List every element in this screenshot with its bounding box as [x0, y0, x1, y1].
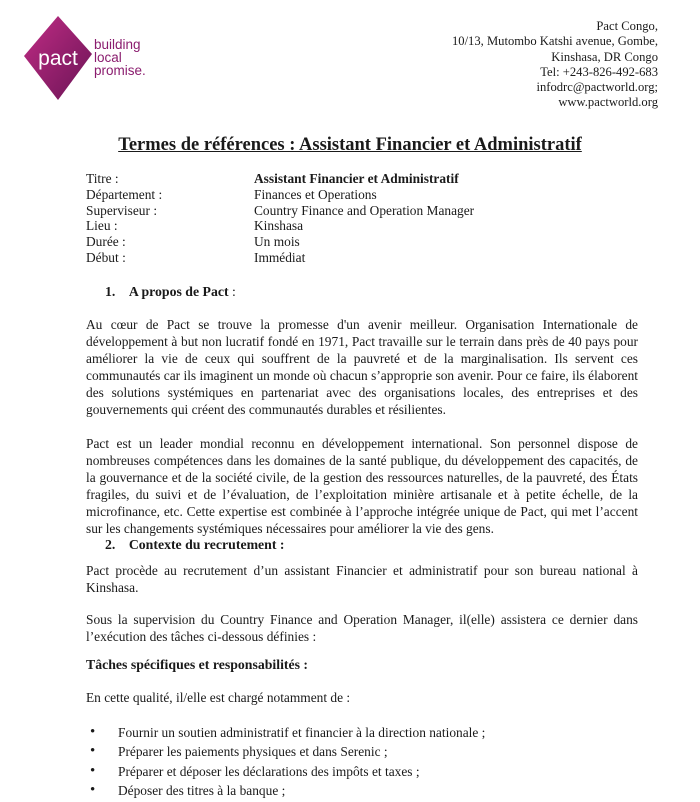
field-value: Assistant Financier et Administratif [254, 171, 459, 186]
address-website[interactable]: www.pactworld.org [558, 95, 658, 110]
list-item: • Préparer et déposer les déclarations des impôts et taxes ; [90, 762, 485, 781]
field-label: Durée : [86, 234, 126, 250]
field-value: Country Finance and Operation Manager [254, 202, 475, 218]
section-heading-colon: : [228, 284, 236, 299]
job-info-row [86, 234, 614, 250]
address-street: 10/13, Mutombo Katshi avenue, Gombe, [451, 34, 658, 49]
about-paragraph: Pact est un leader mondial reconnu en développement international. Son personnel dispose de nombreuses compétences dans les domaines de la santé publique, du développement des capacités, de la gouvernance et de la société civile, de la gestion des ressources naturelles, de la pauvreté, des États fragiles, du suivi et de l’évaluation, de l’exploitation minière artisanale et à petite échelle, de la microfinance, etc. Cette expertise est combinée à l’approche intégrée unique de Pact, qui met l’accent sur les changements systémiques nécessaires pour améliorer la vie des gens. [86, 436, 638, 536]
logo-tagline [94, 38, 146, 77]
field-value: Finances et Operations [254, 186, 377, 202]
list-item: • Fournir un soutien administratif et financier à la direction nationale ; [90, 723, 485, 742]
field-label: Lieu : [86, 218, 118, 234]
about-paragraph: Au cœur de Pact se trouve la promesse d'un avenir meilleur. Organisation Internationale de développement à but non lucratif fondé en 1971, Pact travaille sur le terrain dans près de 40 pays pour améliorer la vie de ceux qui souffrent de la pauvreté et de la marginalisation. Ils servent ces communautés car ils imaginent un monde où chacun s’approprie son avenir. Pour ce faire, ils élaborent des solutions systémiques en partenariat avec des organisations locales, des entreprises et des gouvernements qui créent des communautés durables et résilientes. [86, 317, 638, 417]
address-email[interactable]: infodrc@pactworld.org; [536, 80, 658, 95]
tagline-line: building [94, 37, 141, 52]
logo-text: pact [38, 47, 78, 70]
field-label: Début : [86, 249, 126, 265]
field-label: Superviseur : [86, 202, 158, 218]
tasks-list [90, 723, 485, 800]
section-number: 2. [105, 537, 116, 552]
field-value: Immédiat [254, 249, 306, 265]
tasks-heading: Tâches spécifiques et responsabilités : [86, 657, 309, 672]
job-info-table [86, 171, 614, 266]
list-item: • Préparer les paiements physiques et dans Serenic ; [90, 742, 485, 761]
field-label: Département : [86, 186, 163, 202]
job-info-row [86, 250, 614, 266]
list-item: • Déposer des titres à la banque ; [90, 781, 485, 800]
context-paragraph: Sous la supervision du Country Finance and Operation Manager, il(elle) assistera ce dernier dans l’exécution des tâches ci-dessous définies : [86, 612, 638, 644]
tagline-line: promise. [94, 63, 146, 78]
job-info-row [86, 171, 614, 187]
field-label: Titre : [86, 171, 119, 186]
job-info-row [86, 187, 614, 203]
section-heading-text: A propos de Pact [128, 284, 229, 299]
context-paragraph: Pact procède au recrutement d’un assistant Financier et administratif pour son bureau national à Kinshasa. [86, 563, 638, 595]
section-number: 1. [105, 284, 116, 299]
address-block [452, 19, 658, 111]
document-title: Termes de références : Assistant Financier et Administratif [118, 135, 582, 155]
section-heading-context [105, 537, 285, 553]
pact-logo-mark [22, 14, 102, 102]
address-phone: Tel: +243-826-492-683 [540, 64, 658, 79]
address-city: Kinshasa, DR Congo [551, 49, 658, 64]
address-org: Pact Congo, [596, 19, 658, 33]
job-info-row [86, 218, 614, 234]
section-heading-text: Contexte du recrutement : [128, 537, 285, 552]
field-value: Kinshasa [254, 218, 304, 234]
job-info-row [86, 203, 614, 219]
tasks-intro: En cette qualité, il/elle est chargé notamment de : [86, 690, 351, 705]
section-heading-about [105, 284, 236, 300]
field-value: Un mois [254, 234, 300, 250]
tagline-line: local [94, 50, 122, 65]
